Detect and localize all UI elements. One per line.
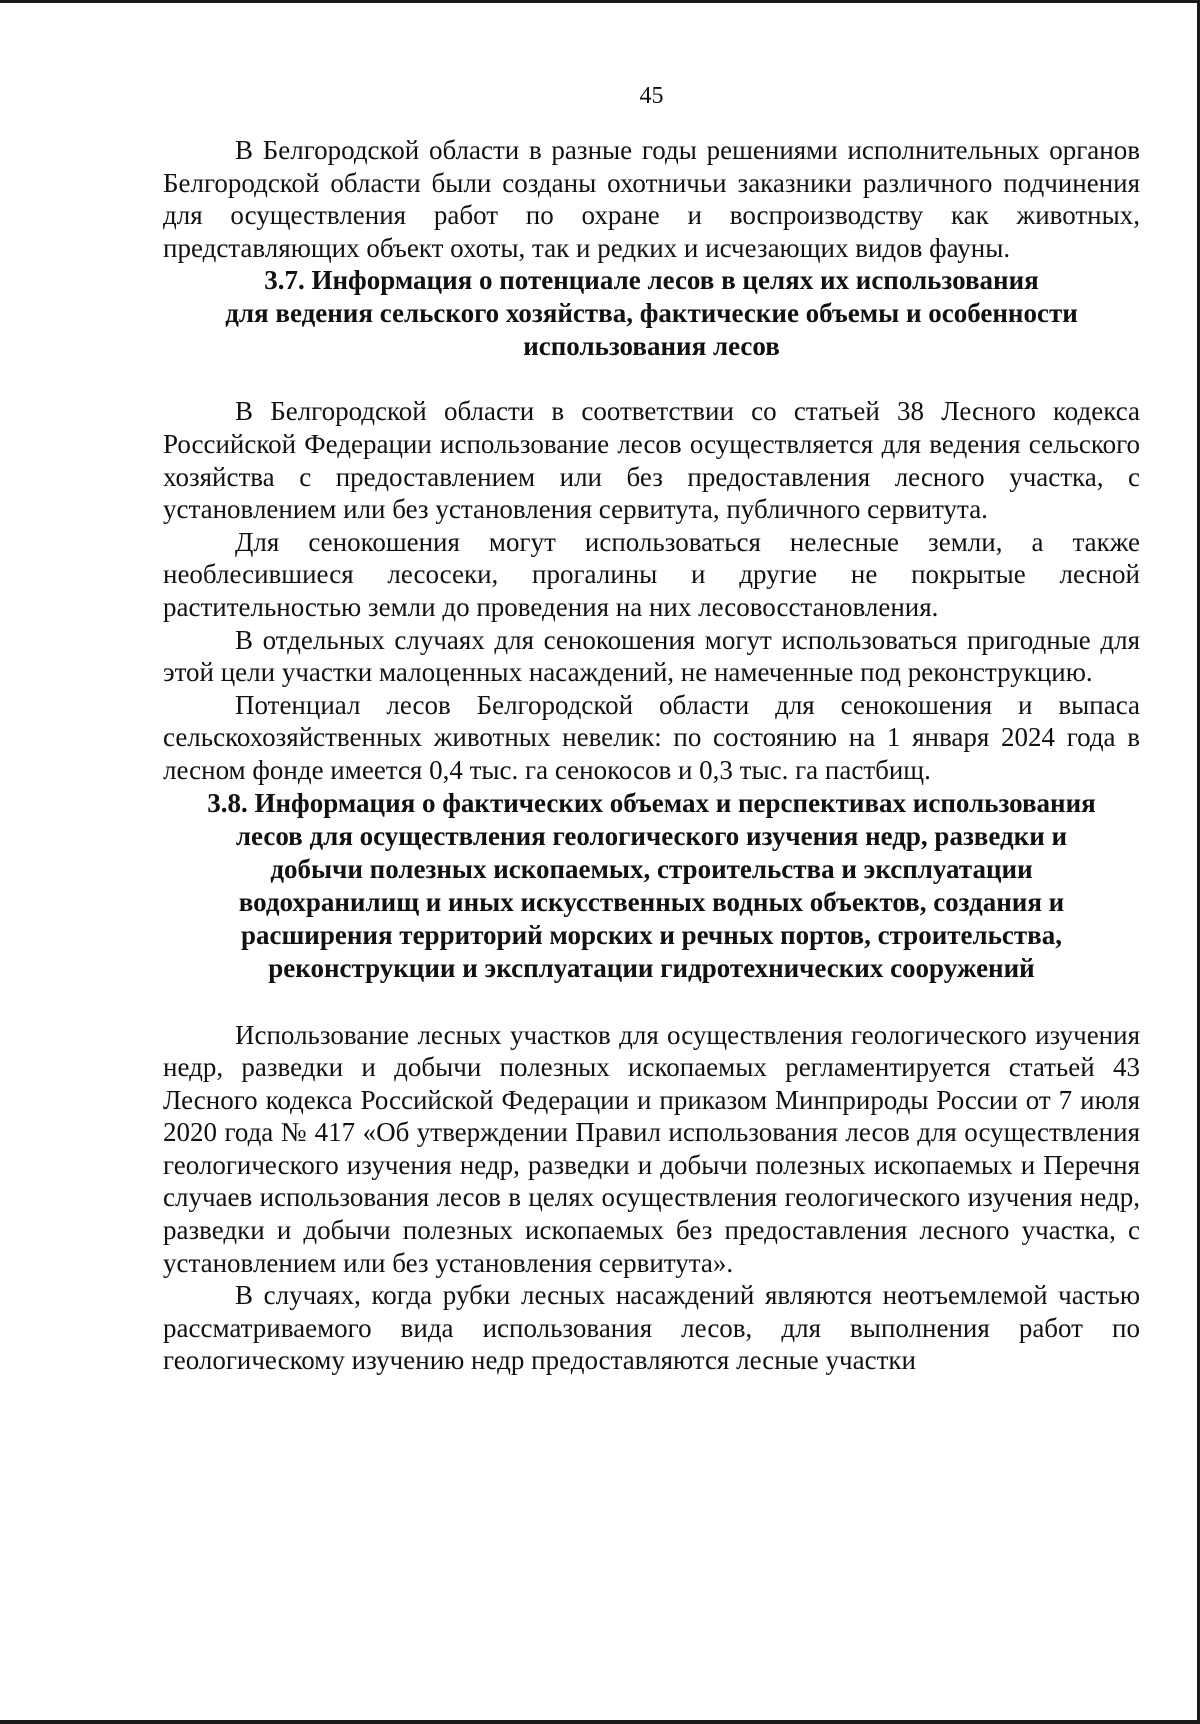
section-3-8-paragraph: В случаях, когда рубки лесных насаждений являются неотъемлемой частью рассматриваемого вида использования лесов, для выполнения работ по геологическому изучению недр предоставляются лесные участки	[163, 1280, 1140, 1376]
section-3-8-heading-line: водохранилищ и иных искусственных водных объектов, создания и	[238, 886, 1065, 917]
section-3-7-heading-line: 3.7. Информация о потенциале лесов в целях их использования	[264, 265, 1039, 296]
section-3-7-heading-line: использования лесов	[523, 331, 780, 362]
section-3-8-heading-line: 3.8. Информация о фактических объемах и перспективах использования	[207, 787, 1096, 818]
section-3-7-paragraph: Потенциал лесов Белгородской области для сенокошения и выпаса сельскохозяйственных животных невелик: по состоянию на 1 января 2024 года в лесном фонде имеется 0,4 тыс. га сенокосов и 0,3 тыс. га пастбищ.	[163, 689, 1140, 785]
section-3-8-heading-line: реконструкции и эксплуатации гидротехнических сооружений	[268, 952, 1035, 983]
section-3-8-paragraph: Использование лесных участков для осуществления геологического изучения недр, разведки и добычи полезных ископаемых регламентируется статьей 43 Лесного кодекса Российской Федерации и приказом Минприроды России от 7 июля 2020 года № 417 «Об утверждении Правил использования лесов для осуществления геологического изучения недр, разведки и добычи полезных ископаемых и Перечня случаев использования лесов в целях осуществления геологического изучения недр, разведки и добычи полезных ископаемых без предоставления лесного участка, с установлением или без установления сервитута».	[163, 1019, 1140, 1278]
section-3-8-heading	[163, 787, 1140, 985]
intro-paragraph: В Белгородской области в разные годы решениями исполнительных органов Белгородской области были созданы охотничьи заказники различного подчинения для осуществления работ по охране и воспроизводству как животных, представляющих объект охоты, так и редких и исчезающих видов фауны.	[163, 135, 1140, 263]
section-3-7-heading	[163, 264, 1140, 363]
section-3-7-paragraph: В отдельных случаях для сенокошения могут использоваться пригодные для этой цели участки малоценных насаждений, не намеченные под реконструкцию.	[163, 624, 1140, 688]
section-3-8-heading-line: лесов для осуществления геологического изучения недр, разведки и	[235, 820, 1068, 851]
page-content	[163, 80, 1140, 1377]
section-3-7-body	[163, 395, 1140, 786]
section-3-7-heading-line: для ведения сельского хозяйства, фактические объемы и особенности	[225, 298, 1078, 329]
section-3-8-heading-line: расширения территорий морских и речных портов, строительства,	[240, 919, 1063, 950]
scan-edge-top	[0, 0, 1200, 3]
page-number: 45	[639, 83, 664, 109]
section-3-7-paragraph: Для сенокошения могут использоваться нелесные земли, а также необлесившиеся лесосеки, прогалины и другие не покрытые лесной растительностью земли до проведения на них лесовосстановления.	[163, 526, 1140, 622]
section-3-8-body	[163, 1019, 1140, 1378]
scan-edge-bottom	[0, 1720, 1200, 1724]
section-3-7-paragraph: В Белгородской области в соответствии со статьей 38 Лесного кодекса Российской Федерации использование лесов осуществляется для ведения сельского хозяйства с предоставлением или без предоставления лесного участка, с установлением или без установления сервитута, публичного сервитута.	[163, 396, 1140, 525]
section-3-8-heading-line: добычи полезных ископаемых, строительства и эксплуатации	[270, 853, 1033, 884]
